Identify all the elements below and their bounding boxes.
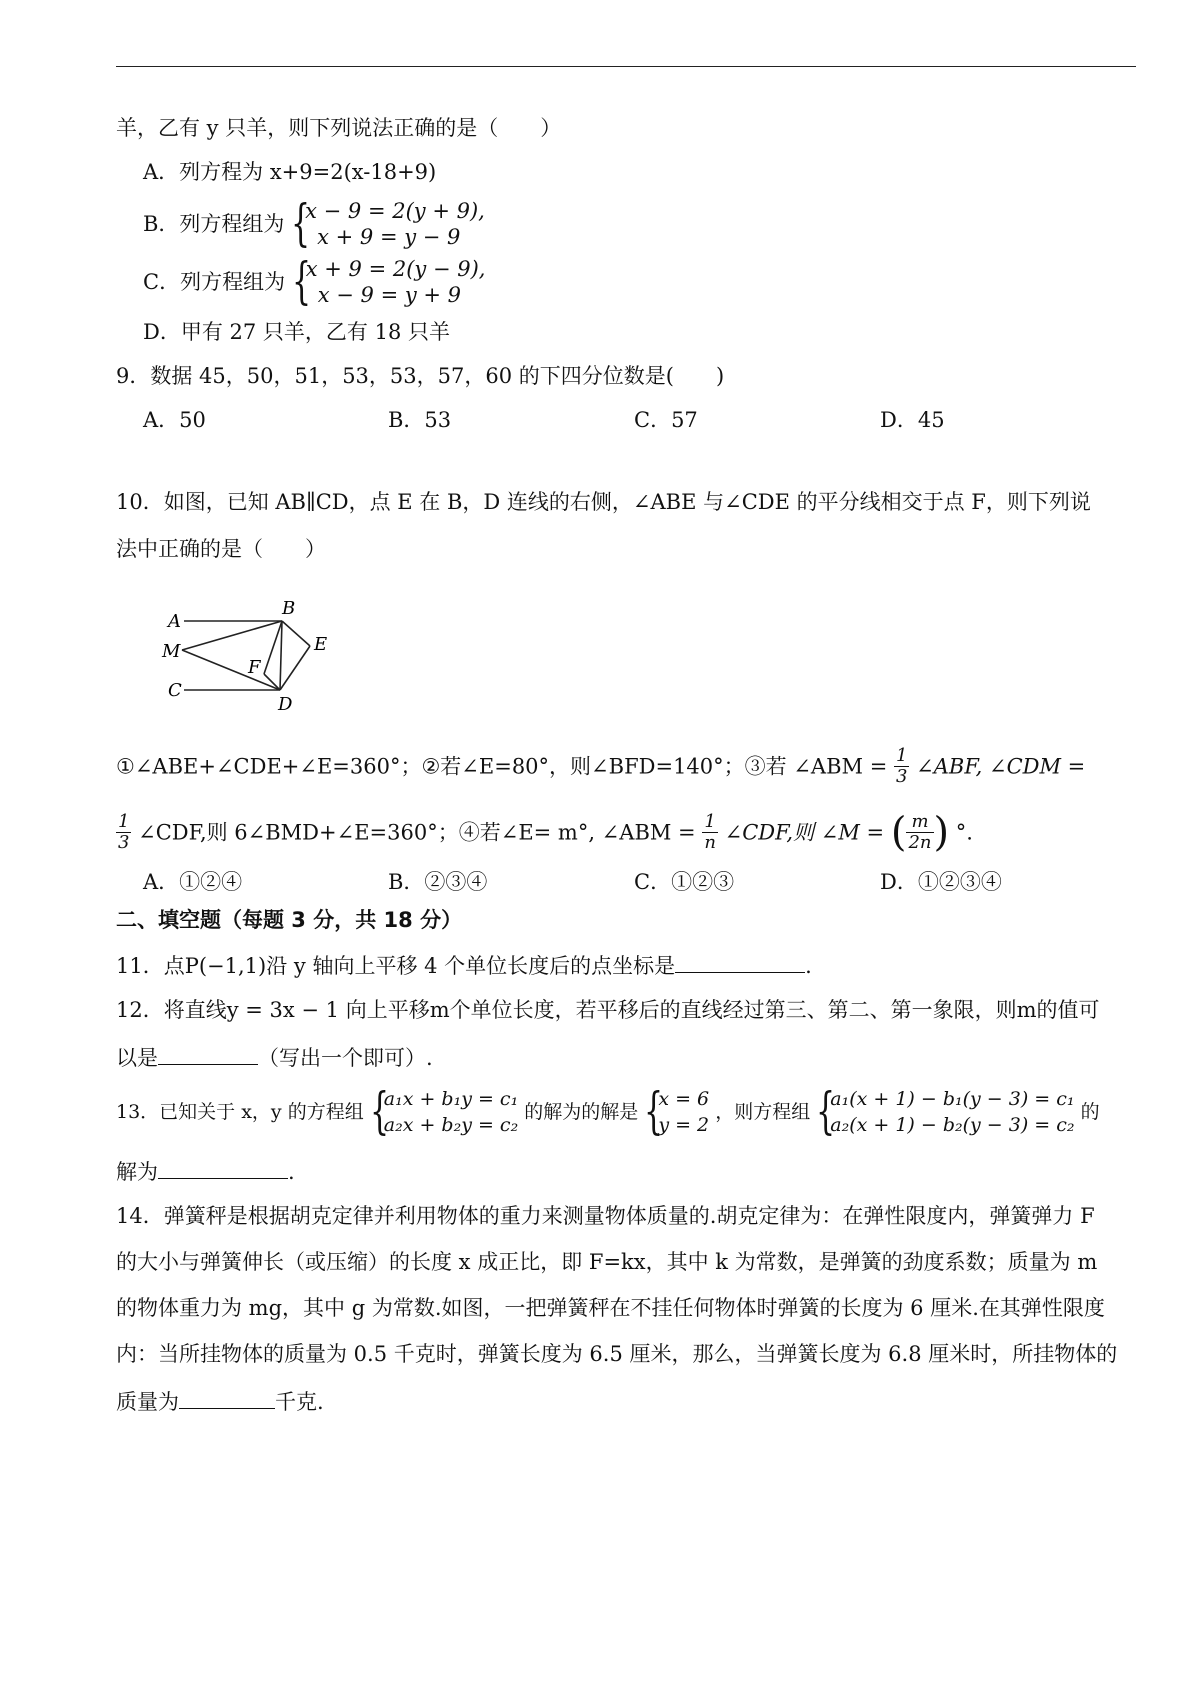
q12-line1: 12．将直线y = 3x − 1 向上平移m个单位长度，若平移后的直线经过第三、第二、第一象限，则m的值可 bbox=[116, 998, 1100, 1022]
q9-option-d: D．45 bbox=[880, 408, 945, 432]
q13-system-3 bbox=[816, 1082, 1075, 1140]
answer-blank[interactable] bbox=[179, 1386, 275, 1409]
brace-glyph: { bbox=[291, 194, 311, 252]
fraction bbox=[702, 812, 718, 853]
brace-glyph: { bbox=[816, 1082, 836, 1140]
q13-system-2 bbox=[644, 1082, 710, 1140]
q8-option-b-label: B．列方程组为 bbox=[143, 212, 285, 236]
equation-row: x − 9 = y + 9 bbox=[317, 283, 462, 307]
q9-option-c: C．57 bbox=[634, 408, 698, 432]
header-rule bbox=[116, 66, 1136, 67]
q14-line2: 的大小与弹簧伸长（或压缩）的长度 x 成正比，即 F=kx，其中 k 为常数，是弹簧的劲度系数；质量为 m bbox=[116, 1250, 1098, 1274]
numerator: 1 bbox=[896, 745, 908, 766]
segment-be bbox=[282, 621, 310, 646]
equation-row: a₁x + b₁y = c₁ bbox=[383, 1088, 519, 1110]
denominator: n bbox=[704, 832, 716, 853]
equation-row: x + 9 = 2(y − 9), bbox=[305, 257, 486, 281]
statement-text: °. bbox=[955, 820, 973, 845]
fraction bbox=[894, 746, 909, 787]
denominator: 2n bbox=[908, 832, 932, 853]
equation-row: x − 9 = 2(y + 9), bbox=[305, 199, 485, 223]
segment-ed bbox=[280, 646, 310, 690]
denominator: 3 bbox=[118, 832, 130, 853]
q9-option-b: B．53 bbox=[388, 408, 452, 432]
statement-text: ∠ABF, ∠CDM = bbox=[916, 754, 1086, 779]
label-c: C bbox=[168, 680, 182, 701]
q10-option-a: A．①②④ bbox=[143, 870, 243, 894]
brace-glyph: { bbox=[369, 1082, 389, 1140]
q13-line2 bbox=[116, 1156, 295, 1186]
segment-mb bbox=[182, 621, 282, 650]
q11-text: 11．点P(−1,1)沿 y 轴向上平移 4 个单位长度后的点坐标是 bbox=[116, 954, 676, 978]
q13-line1 bbox=[116, 1082, 1100, 1140]
q13-text: ，则方程组 bbox=[715, 1101, 811, 1123]
q14-line3: 的物体重力为 mg，其中 g 为常数.如图，一把弹簧秤在不挂任何物体时弹簧的长度为 6 厘米.在其弹性限度 bbox=[116, 1296, 1105, 1320]
q14-line1: 14．弹簧秤是根据胡克定律并利用物体的重力来测量物体质量的.胡克定律为：在弹性限度内，弹簧弹力 F bbox=[116, 1204, 1095, 1228]
label-b: B bbox=[282, 598, 296, 619]
statement-text: ∠CDF,则 6∠BMD+∠E=360°；④若∠E= m°, ∠ABM = bbox=[138, 820, 696, 845]
fraction bbox=[116, 812, 131, 853]
q8-option-b bbox=[143, 194, 485, 252]
label-m: M bbox=[162, 641, 181, 662]
q13-text: 解为 bbox=[116, 1160, 158, 1184]
q11-text: . bbox=[805, 954, 812, 978]
q13-system-1 bbox=[369, 1082, 519, 1140]
brace-glyph: { bbox=[291, 252, 311, 310]
fraction bbox=[906, 812, 933, 853]
paren-close: ) bbox=[933, 809, 950, 856]
q8-option-b-system bbox=[291, 194, 485, 252]
equation-row: a₂x + b₂y = c₂ bbox=[383, 1114, 519, 1136]
q9-option-a: A．50 bbox=[143, 408, 206, 432]
segment-fd bbox=[264, 674, 280, 690]
equation-row: x = 6 bbox=[658, 1088, 710, 1110]
label-f: F bbox=[248, 657, 261, 678]
statement-text: ①∠ABE+∠CDE+∠E=360°；②若∠E=80°，则∠BFD=140°；③若 ∠ABM = bbox=[116, 754, 888, 779]
q8-continuation: 羊，乙有 y 只羊，则下列说法正确的是（ ） bbox=[116, 116, 562, 140]
label-a: A bbox=[168, 611, 181, 632]
q12-text: 以是 bbox=[116, 1046, 158, 1070]
answer-blank[interactable] bbox=[158, 1156, 288, 1179]
q10-option-d: D．①②③④ bbox=[880, 870, 1002, 894]
segment-bf bbox=[264, 621, 282, 674]
segment-bd bbox=[280, 621, 282, 690]
q14-line4: 内：当所挂物体的质量为 0.5 千克时，弹簧长度为 6.5 厘米，那么，当弹簧长度为 6.8 厘米时，所挂物体的 bbox=[116, 1342, 1118, 1366]
q14-line5 bbox=[116, 1386, 324, 1416]
q14-text: 质量为 bbox=[116, 1390, 179, 1414]
geometry-figure bbox=[160, 598, 360, 714]
q11 bbox=[116, 950, 812, 980]
label-e: E bbox=[314, 634, 328, 655]
equation-row: a₂(x + 1) − b₂(y − 3) = c₂ bbox=[830, 1114, 1075, 1136]
answer-blank[interactable] bbox=[158, 1042, 258, 1065]
q8-option-c bbox=[143, 252, 486, 310]
numerator: m bbox=[906, 812, 933, 833]
paren-open: ( bbox=[890, 809, 907, 856]
q9-stem: 9．数据 45，50，51，53，53，57，60 的下四分位数是( ) bbox=[116, 364, 725, 388]
q13-text: . bbox=[288, 1160, 295, 1184]
q13-text: 的解为的解是 bbox=[524, 1101, 639, 1123]
q10-stem-line1: 10．如图，已知 AB∥CD，点 E 在 B，D 连线的右侧，∠ABE 与∠CDE 的平分线相交于点 F，则下列说 bbox=[116, 490, 1091, 514]
q10-statements-line1 bbox=[116, 746, 1085, 787]
q8-option-a: A．列方程为 x+9=2(x-18+9) bbox=[143, 160, 437, 184]
denominator: 3 bbox=[896, 766, 908, 787]
equation-row: x + 9 = y − 9 bbox=[317, 225, 461, 249]
equation-row: a₁(x + 1) − b₁(y − 3) = c₁ bbox=[830, 1088, 1075, 1110]
q10-statements-line2 bbox=[116, 809, 973, 856]
numerator: 1 bbox=[702, 812, 718, 833]
section-title: 二、填空题（每题 3 分，共 18 分） bbox=[116, 908, 463, 932]
q8-option-d: D．甲有 27 只羊，乙有 18 只羊 bbox=[143, 320, 450, 344]
equation-row: y = 2 bbox=[658, 1114, 710, 1136]
q13-text: 的 bbox=[1080, 1101, 1100, 1123]
q10-stem-line2: 法中正确的是（ ） bbox=[116, 537, 326, 561]
q10-option-b: B．②③④ bbox=[388, 870, 488, 894]
q8-option-c-label: C．列方程组为 bbox=[143, 270, 286, 294]
numerator: 1 bbox=[118, 811, 130, 832]
q14-text: 千克. bbox=[275, 1390, 324, 1414]
q8-option-c-system bbox=[291, 252, 486, 310]
brace-glyph: { bbox=[644, 1082, 664, 1140]
q12-text: （写出一个即可）. bbox=[258, 1046, 433, 1070]
answer-blank[interactable] bbox=[675, 950, 805, 973]
q12-line2 bbox=[116, 1042, 433, 1072]
label-d: D bbox=[278, 694, 293, 714]
statement-text: ∠CDF,则 ∠M = bbox=[724, 820, 885, 845]
q13-text: 13．已知关于 x，y 的方程组 bbox=[116, 1101, 364, 1123]
q10-option-c: C．①②③ bbox=[634, 870, 735, 894]
